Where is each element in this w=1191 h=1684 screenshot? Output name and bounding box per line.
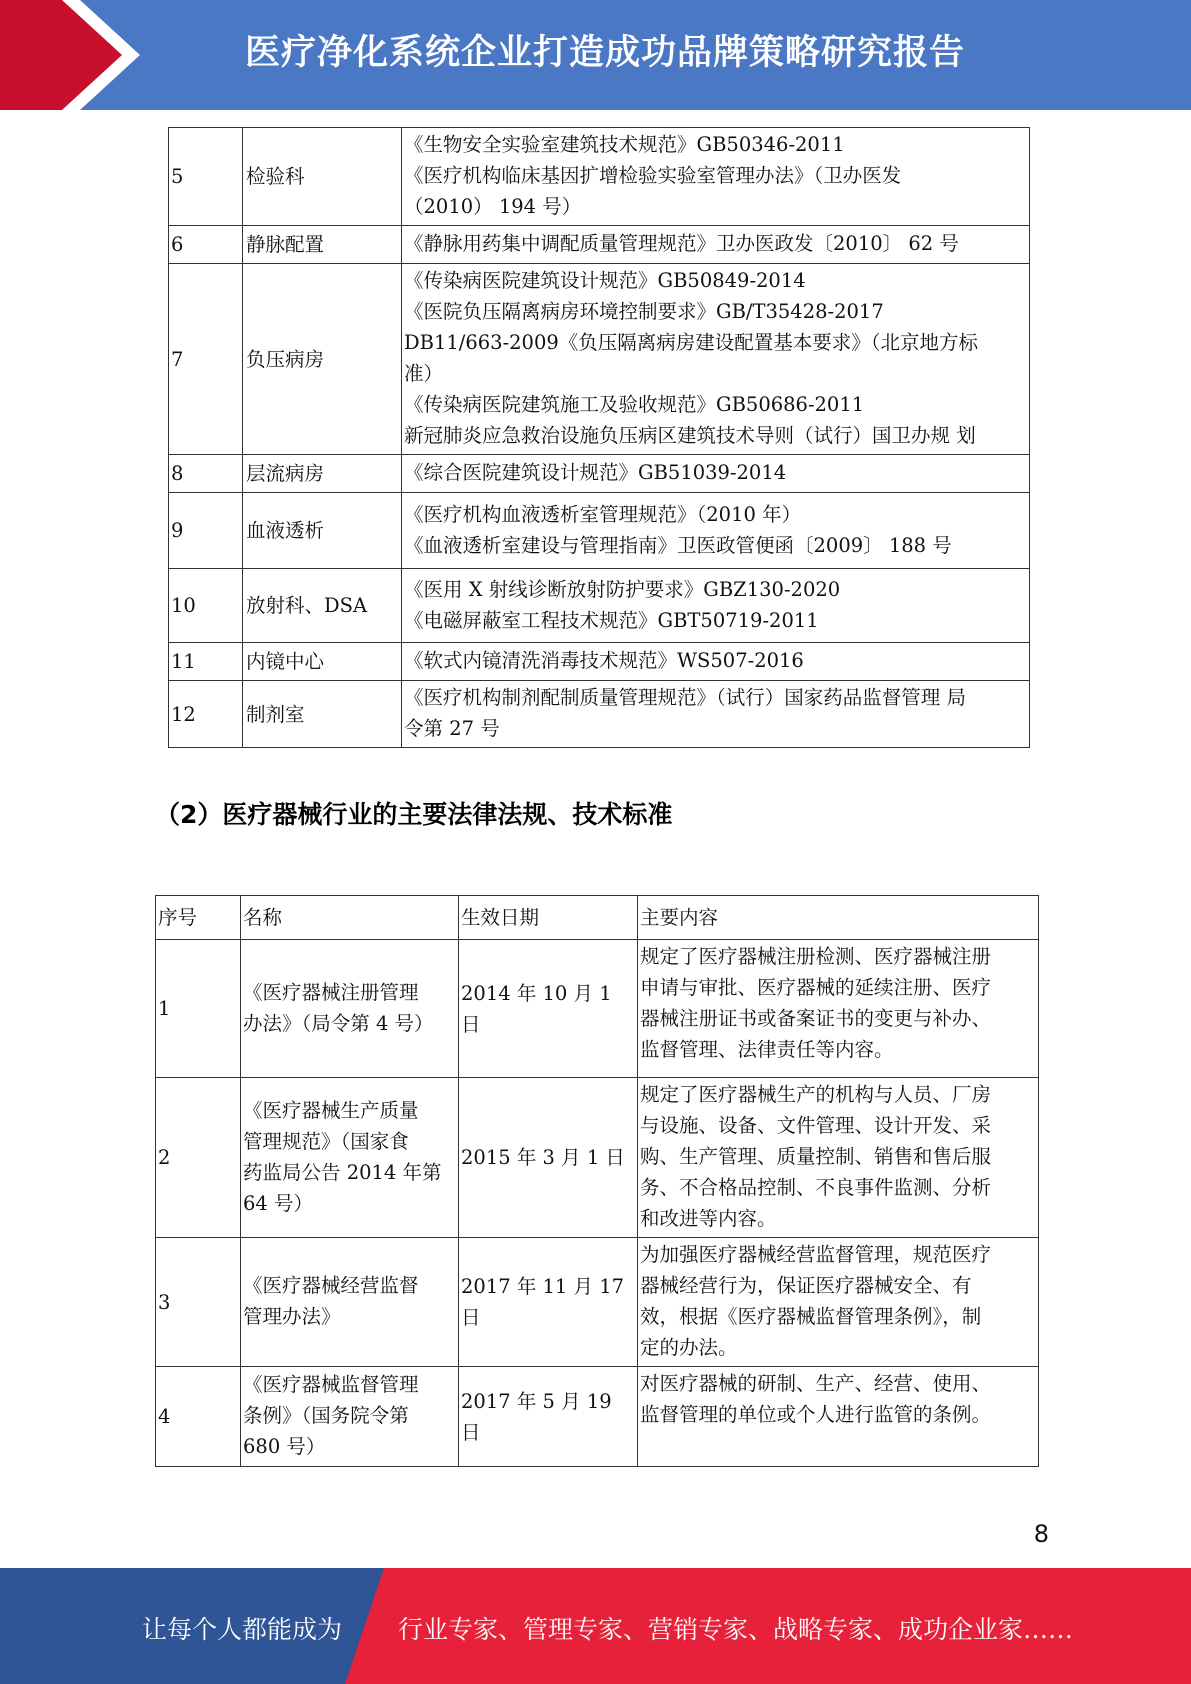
standard-line: 《静脉用药集中调配质量管理规范》卫办医政发〔2010〕 62 号: [404, 232, 959, 255]
name-line: 药监局公告 2014 年第: [243, 1160, 442, 1184]
standard-line: 《综合医院建筑设计规范》GB51039-2014: [404, 461, 787, 484]
table-row: [156, 940, 1039, 1078]
content-line: 和改进等内容。: [640, 1207, 777, 1230]
standard-line: 《生物安全实验室建筑技术规范》GB50346-2011: [404, 133, 845, 156]
footer-slogan-right: 行业专家、管理专家、营销专家、战略专家、成功企业家……: [398, 1615, 1074, 1644]
standard-line: 新冠肺炎应急救治设施负压病区建筑技术导则（试行）国卫办规 划: [404, 424, 976, 447]
name-line: 管理办法》: [243, 1305, 341, 1328]
effective-date: 2015 年 3 月 1 日: [459, 1078, 638, 1238]
name-line: 管理规范》（国家食: [243, 1129, 409, 1153]
table-row: [169, 569, 1030, 643]
name-line: 《医疗器械监督管理: [243, 1373, 419, 1396]
standards-cell: [402, 226, 1030, 264]
name-line: 《医疗器械注册管理: [243, 980, 419, 1004]
department-name: 内镜中心: [243, 643, 402, 681]
standard-line: 《医疗机构制剂配制质量管理规范》（试行）国家药品监督管理 局: [404, 686, 966, 709]
content-line: 与设施、设备、文件管理、设计开发、采: [640, 1114, 992, 1137]
column-header-no: 序号: [156, 896, 241, 940]
department-name: 放射科、DSA: [243, 569, 402, 643]
standard-line: 《医疗机构临床基因扩增检验实验室管理办法》（卫办医发: [404, 164, 902, 187]
standards-cell: [402, 493, 1030, 569]
footer-slogan-left: 让每个人都能成为: [142, 1615, 343, 1644]
table-row: [169, 681, 1030, 748]
effective-date: 2014 年 10 月 1 日: [459, 940, 638, 1078]
regulation-name: [241, 1078, 459, 1238]
standard-line: 《医疗机构血液透析室管理规范》（2010 年）: [404, 502, 802, 526]
standards-cell: [402, 264, 1030, 455]
content-line: 为加强医疗器械经营监督管理，规范医疗: [640, 1243, 992, 1266]
row-number: 4: [156, 1367, 241, 1467]
department-name: 静脉配置: [243, 226, 402, 264]
row-number: 1: [156, 940, 241, 1078]
effective-date: 2017 年 11 月 17 日: [459, 1238, 638, 1367]
content-line: 购、生产管理、质量控制、销售和售后服: [640, 1145, 992, 1168]
content-line: 规定了医疗器械注册检测、医疗器械注册: [640, 945, 992, 968]
content-line: 监督管理、法律责任等内容。: [640, 1038, 894, 1061]
main-content: [638, 940, 1039, 1078]
standards-cell: [402, 643, 1030, 681]
name-line: 条例》（国务院令第: [243, 1404, 409, 1427]
name-line: 《医疗器械经营监督: [243, 1274, 419, 1297]
content-line: 申请与审批、医疗器械的延续注册、医疗: [640, 976, 992, 999]
column-header-content: 主要内容: [638, 896, 1039, 940]
table-row: [156, 1238, 1039, 1367]
section-heading: （2）医疗器械行业的主要法律法规、技术标准: [155, 800, 673, 829]
content-line: 器械注册证书或备案证书的变更与补办、: [640, 1007, 992, 1030]
regulation-name: [241, 940, 459, 1078]
row-number: 6: [169, 226, 243, 264]
row-number: 2: [156, 1078, 241, 1238]
table-row: [169, 226, 1030, 264]
regulations-table: [155, 895, 1039, 1467]
row-number: 3: [156, 1238, 241, 1367]
content-line: 对医疗器械的研制、生产、经营、使用、: [640, 1372, 992, 1395]
table-row: [169, 493, 1030, 569]
page-footer: [0, 1568, 1191, 1684]
standards-cell: [402, 128, 1030, 226]
table-row: [169, 455, 1030, 493]
standards-cell: [402, 455, 1030, 493]
column-header-name: 名称: [241, 896, 459, 940]
standard-line: 《软式内镜清洗消毒技术规范》WS507-2016: [404, 649, 804, 672]
standard-line: 令第 27 号: [404, 717, 500, 740]
main-content: [638, 1238, 1039, 1367]
row-number: 5: [169, 128, 243, 226]
row-number: 8: [169, 455, 243, 493]
standards-cell: [402, 681, 1030, 748]
page-number: 8: [1033, 1520, 1049, 1548]
content-line: 监督管理的单位或个人进行监管的条例。: [640, 1403, 992, 1426]
row-number: 7: [169, 264, 243, 455]
standard-line: DB11/663-2009《负压隔离病房建设配置基本要求》（北京地方标: [404, 331, 979, 354]
standard-line: 《传染病医院建筑设计规范》GB50849-2014: [404, 269, 806, 292]
standards-cell: [402, 569, 1030, 643]
effective-date: 2017 年 5 月 19 日: [459, 1367, 638, 1467]
standard-line: （2010） 194 号）: [404, 195, 582, 218]
report-title: 医疗净化系统企业打造成功品牌策略研究报告: [245, 33, 966, 73]
department-name: 血液透析: [243, 493, 402, 569]
standard-line: 《电磁屏蔽室工程技术规范》GBT50719-2011: [404, 608, 819, 632]
table-row: [169, 128, 1030, 226]
content-line: 定的办法。: [640, 1336, 738, 1359]
row-number: 10: [169, 569, 243, 643]
row-number: 9: [169, 493, 243, 569]
standard-line: 《血液透析室建设与管理指南》卫医政管便函〔2009〕 188 号: [404, 533, 952, 557]
regulation-name: [241, 1238, 459, 1367]
department-name: 层流病房: [243, 455, 402, 493]
name-line: 680 号）: [243, 1435, 326, 1458]
standards-table: [168, 127, 1030, 748]
table-header-row: [156, 896, 1039, 940]
content-line: 务、不合格品控制、不良事件监测、分析: [640, 1176, 992, 1199]
page-header: [0, 0, 1191, 110]
main-content: [638, 1078, 1039, 1238]
name-line: 《医疗器械生产质量: [243, 1098, 419, 1122]
standard-line: 《传染病医院建筑施工及验收规范》GB50686-2011: [404, 393, 865, 416]
standard-line: 《医院负压隔离病房环境控制要求》GB/T35428-2017: [404, 300, 884, 323]
regulation-name: [241, 1367, 459, 1467]
table-row: [169, 643, 1030, 681]
name-line: 办法》（局令第 4 号）: [243, 1011, 434, 1035]
standard-line: 准）: [404, 362, 444, 385]
row-number: 12: [169, 681, 243, 748]
table-row: [156, 1367, 1039, 1467]
table-row: [156, 1078, 1039, 1238]
row-number: 11: [169, 643, 243, 681]
name-line: 64 号）: [243, 1191, 314, 1215]
column-header-date: 生效日期: [459, 896, 638, 940]
standard-line: 《医用 X 射线诊断放射防护要求》GBZ130-2020: [404, 577, 841, 601]
department-name: 制剂室: [243, 681, 402, 748]
header-arrow-graphic: [0, 0, 160, 110]
content-line: 效，根据《医疗器械监督管理条例》，制: [640, 1305, 982, 1328]
content-line: 器械经营行为，保证医疗器械安全、有: [640, 1274, 972, 1297]
main-content: [638, 1367, 1039, 1467]
department-name: 检验科: [243, 128, 402, 226]
department-name: 负压病房: [243, 264, 402, 455]
table-row: [169, 264, 1030, 455]
content-line: 规定了医疗器械生产的机构与人员、厂房: [640, 1083, 992, 1106]
